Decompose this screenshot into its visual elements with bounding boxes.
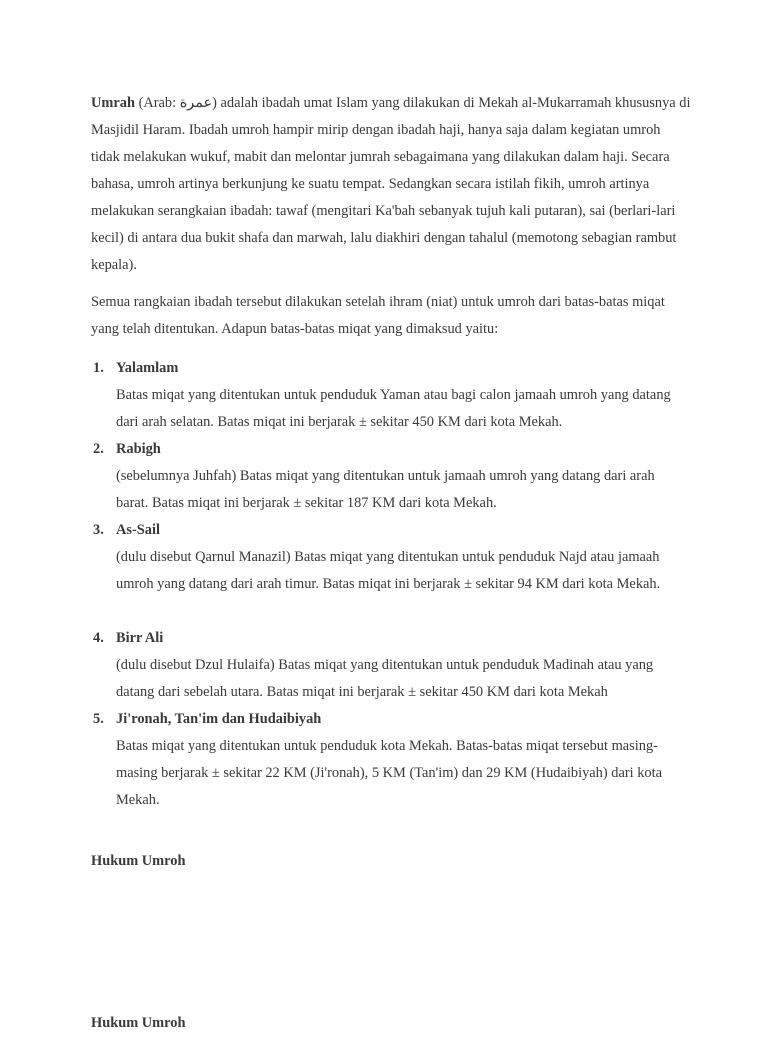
list-item-description: (dulu disebut Dzul Hulaifa) Batas miqat yang ditentukan untuk penduduk Madinah atau yang datang dari sebelah utara. Batas miqat ini berjarak ± sekitar 450 KM dari kota Mekah <box>116 657 654 700</box>
list-item-description: (sebelumnya Juhfah) Batas miqat yang ditentukan untuk jamaah umroh yang datang dari arah barat. Batas miqat ini berjarak ± sekitar 187 KM dari kota Mekah. <box>116 468 655 511</box>
list-item-title: Yalamlam <box>116 360 179 376</box>
section-heading: Hukum Umroh <box>91 1015 186 1031</box>
list-number: 4. <box>93 630 104 646</box>
list-item-title: Ji'ronah, Tan'im dan Hudaibiyah <box>116 711 322 727</box>
intro-term: Umrah <box>91 95 135 111</box>
list-item-title: Birr Ali <box>116 630 164 646</box>
intro-text: (Arab: عمرة) adalah ibadah umat Islam yang dilakukan di Mekah al-Mukarramah khususnya di Masjidil Haram. Ibadah umroh hampir mirip dengan ibadah haji, hanya saja dalam kegiatan umroh tidak melakukan wukuf, mabit dan melontar jumrah sebagaimana yang dilakukan dalam haji. Secara bahasa, umroh artinya berkunjung ke suatu tempat. Sedangkan secara istilah fikih, umroh artinya melakukan serangkaian ibadah: tawaf (mengitari Ka'bah sebanyak tujuh kali putaran), sai (berlari-lari kecil) di antara dua bukit shafa dan marwah, lalu diakhiri dengan tahalul (memotong sebagian rambut kepala). <box>91 95 691 273</box>
list-item-description: Batas miqat yang ditentukan untuk penduduk Yaman atau bagi calon jamaah umroh yang datang dari arah selatan. Batas miqat ini berjarak ± sekitar 450 KM dari kota Mekah. <box>116 387 671 430</box>
list-number: 5. <box>93 711 104 727</box>
second-paragraph: Semua rangkaian ibadah tersebut dilakukan setelah ihram (niat) untuk umroh dari batas-batas miqat yang telah ditentukan. Adapun batas-batas miqat yang dimaksud yaitu: <box>91 294 665 337</box>
list-number: 1. <box>93 360 104 376</box>
list-item-title: As-Sail <box>116 522 160 538</box>
list-number: 2. <box>93 441 104 457</box>
list-item-title: Rabigh <box>116 441 161 457</box>
list-item-description: (dulu disebut Qarnul Manazil) Batas miqat yang ditentukan untuk penduduk Najd atau jamaah umroh yang datang dari arah timur. Batas miqat ini berjarak ± sekitar 94 KM dari kota Mekah. <box>116 549 661 592</box>
list-item-description: Batas miqat yang ditentukan untuk penduduk kota Mekah. Batas-batas miqat tersebut masing-masing berjarak ± sekitar 22 KM (Ji'ronah), 5 KM (Tan'im) dan 29 KM (Hudaibiyah) dari kota Mekah. <box>116 738 662 808</box>
intro-paragraph <box>91 90 691 279</box>
section-heading: Hukum Umroh <box>91 853 186 869</box>
list-number: 3. <box>93 522 104 538</box>
